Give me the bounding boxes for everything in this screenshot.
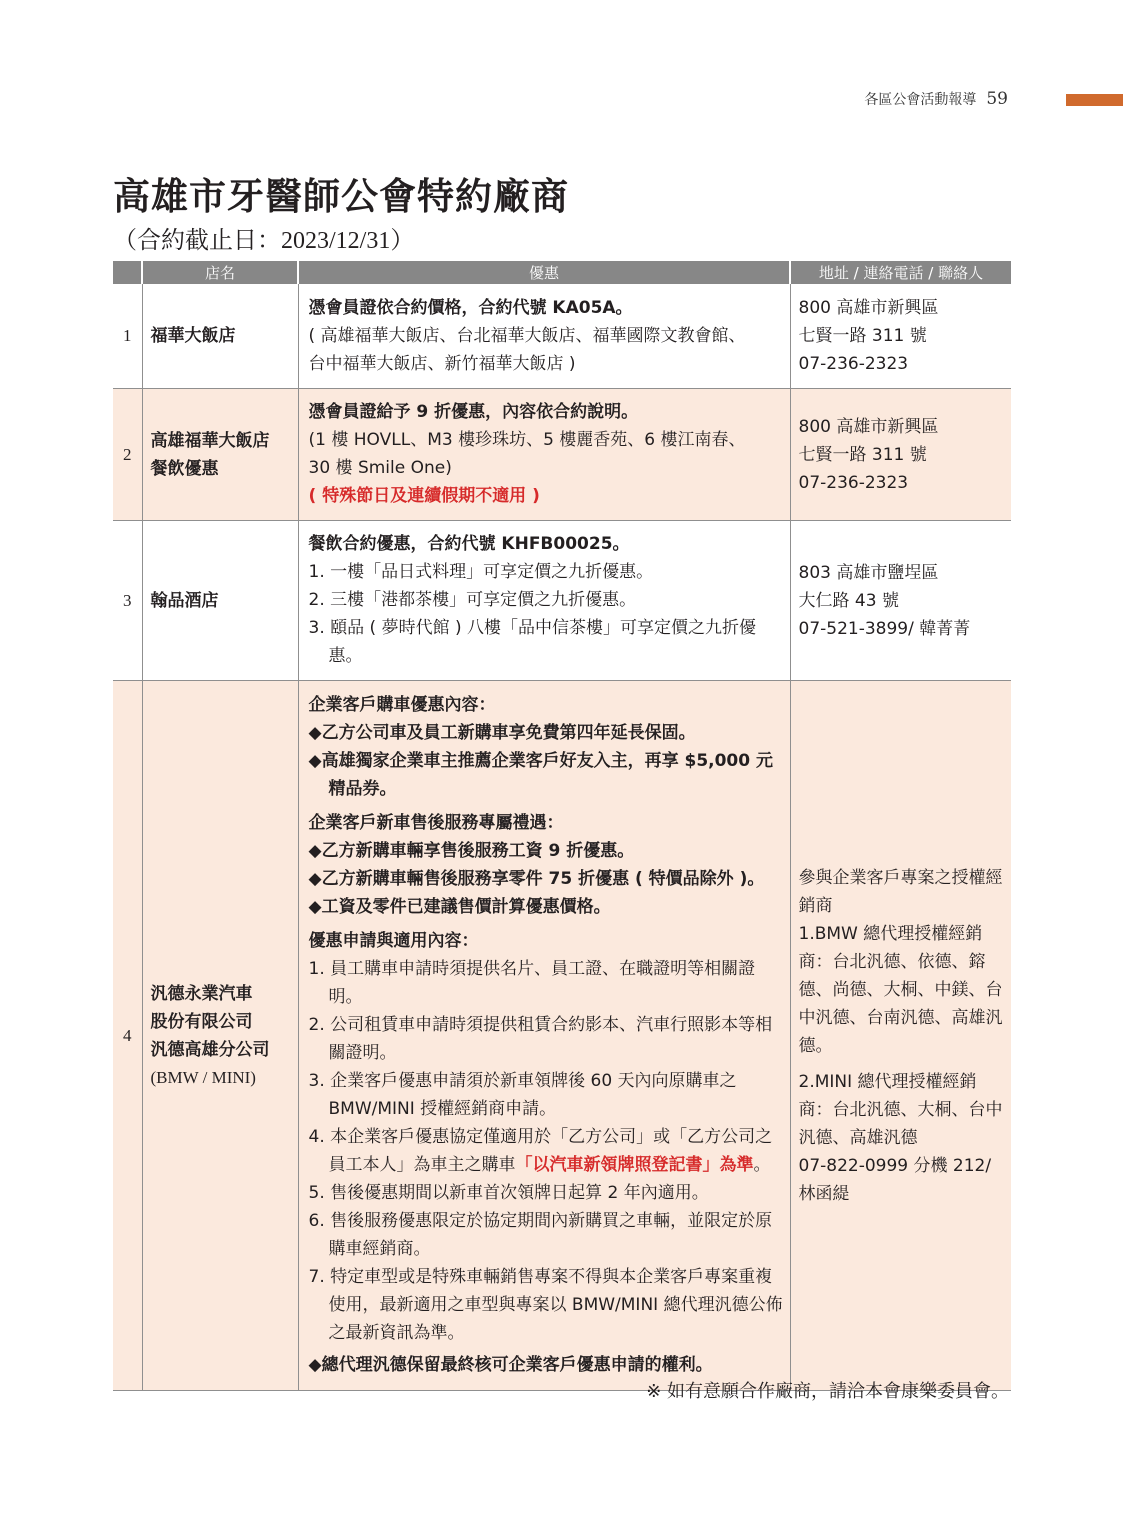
benefit-line: 30 樓 Smile One)	[308, 458, 452, 478]
benefit-item: 6. 售後服務優惠限定於協定期間內新購買之車輛，並限定於原購車經銷商。	[308, 1211, 773, 1259]
contact-line: 800 高雄市新興區	[798, 416, 939, 437]
contact-cell	[790, 389, 1011, 521]
vendor-name-line: 汎德永業汽車	[150, 983, 253, 1004]
column-header-num	[113, 261, 142, 284]
section-heading: 企業客戶新車售後服務專屬禮遇：	[308, 813, 564, 833]
vendor-name-line: 股份有限公司	[150, 1011, 253, 1032]
table-header-row	[113, 261, 1011, 284]
benefit-item: 1. 員工購車申請時須提供名片、員工證、在職證明等相關證明。	[308, 959, 756, 1007]
contact-line: 大仁路 43 號	[798, 590, 899, 611]
contact-line: 參與企業客戶專案之授權經銷商	[798, 867, 1003, 916]
benefit-item: 5. 售後優惠期間以新車首次領牌日起算 2 年內適用。	[308, 1183, 709, 1203]
contact-line: 1.BMW 總代理授權經銷商：台北汎德、依德、鎔德、尚德、大桐、中鎂、台中汎德、台南汎德、高雄汎德。	[798, 923, 1003, 1056]
deadline-date: 2023/12/31	[281, 228, 391, 254]
benefit-item	[309, 1123, 784, 1179]
benefit-item: 2. 三樓「港都茶樓」可享定價之九折優惠。	[308, 590, 637, 610]
benefit-line: 憑會員證依合約價格，合約代號 KA05A。	[308, 297, 633, 318]
benefit-line: 憑會員證給予 9 折優惠，內容依合約說明。	[308, 402, 639, 422]
contact-line: 07-236-2323	[798, 472, 909, 493]
vendor-name-line: 高雄福華大飯店	[150, 430, 270, 451]
benefit-line: 餐飲合約優惠，合約代號 KHFB00025。	[308, 534, 630, 554]
contact-line: 07-521-3899/ 韓菁菁	[798, 618, 971, 639]
vendor-brand: (BMW / MINI)	[150, 1067, 256, 1087]
exclusion-note: ( 特殊節日及連續假期不適用 )	[308, 486, 540, 506]
section-heading: 優惠申請與適用內容：	[308, 931, 479, 951]
contact-line: 七賢一路 311 號	[798, 326, 927, 346]
benefit-item: 2. 公司租賃車申請時須提供租賃合約影本、汽車行照影本等相關證明。	[308, 1015, 773, 1063]
table-row	[113, 521, 1011, 681]
contact-line: 800 高雄市新興區	[798, 298, 939, 318]
contact-line: 林函緹	[798, 1183, 850, 1204]
page-accent-tab	[1066, 94, 1123, 106]
benefit-bullet: ◆乙方公司車及員工新購車享免費第四年延長保固。	[308, 723, 696, 743]
vendor-name-line: 汎德高雄分公司	[150, 1039, 270, 1060]
benefit-bullet: ◆乙方新購車輛享售後服務工資 9 折優惠。	[308, 841, 635, 861]
contact-line: 2.MINI 總代理授權經銷商：台北汎德、大桐、台中汎德、高雄汎德	[798, 1071, 1003, 1148]
contact-line: 07-822-0999 分機 212/	[798, 1155, 992, 1176]
vendor-name-line: 餐飲優惠	[150, 458, 219, 479]
column-header-name: 店名	[142, 261, 298, 284]
item-text-end: 。	[753, 1155, 771, 1175]
row-number: 2	[113, 389, 142, 521]
section-heading: 企業客戶購車優惠內容：	[308, 695, 496, 715]
vendor-name: 翰品酒店	[142, 521, 298, 681]
benefit-item: 1. 一樓「品日式料理」可享定價之九折優惠。	[308, 562, 654, 582]
vendor-name	[142, 389, 298, 521]
benefit-bullet: ◆高雄獨家企業車主推薦企業客戶好友入主，再享 $5,000 元精品券。	[308, 751, 774, 799]
vendor-table	[113, 261, 1011, 1391]
row-number: 1	[113, 284, 142, 389]
benefit-bullet: ◆乙方新購車輛售後服務享零件 75 折優惠 ( 特價品除外 )。	[308, 869, 765, 889]
benefit-item: 3. 頤品 ( 夢時代館 ) 八樓「品中信茶樓」可享定價之九折優惠。	[308, 618, 757, 666]
benefit-bullet: ◆總代理汎德保留最終核可企業客戶優惠申請的權利。	[308, 1355, 713, 1375]
row-number: 4	[113, 681, 142, 1391]
column-header-contact: 地址 / 連絡電話 / 聯絡人	[790, 261, 1011, 284]
page-number: 59	[986, 89, 1008, 109]
contact-line: 七賢一路 311 號	[798, 444, 927, 465]
contact-cell	[790, 521, 1011, 681]
column-header-benefit: 優惠	[298, 261, 790, 284]
benefit-cell	[298, 521, 790, 681]
subtitle-close: ）	[390, 226, 415, 254]
row-number: 3	[113, 521, 142, 681]
page-title: 高雄市牙醫師公會特約廠商	[113, 175, 569, 218]
contact-cell	[790, 681, 1011, 1391]
benefit-line: ( 高雄福華大飯店、台北福華大飯店、福華國際文教會館、	[308, 325, 746, 346]
contact-line: 803 高雄市鹽埕區	[798, 562, 939, 583]
section-name: 各區公會活動報導	[864, 92, 977, 108]
vendor-name: 福華大飯店	[142, 284, 298, 389]
contact-cell	[790, 284, 1011, 389]
contact-line: 07-236-2323	[798, 354, 909, 374]
benefit-line: (1 樓 HOVLL、M3 樓珍珠坊、5 樓麗香苑、6 樓江南春、	[308, 430, 746, 450]
vendor-name	[142, 681, 298, 1391]
benefit-item: 3. 企業客戶優惠申請須於新車領牌後 60 天內向原購車之 BMW/MINI 授權經銷商申請。	[308, 1071, 737, 1119]
benefit-line: 台中福華大飯店、新竹福華大飯店 )	[308, 353, 576, 374]
benefit-item: 7. 特定車型或是特殊車輛銷售專案不得與本企業客戶專案重複使用，最新適用之車型與專案以 BMW/MINI 總代理汎德公佈之最新資訊為準。	[308, 1267, 783, 1343]
benefit-bullet: ◆工資及零件已建議售價計算優惠價格。	[308, 897, 611, 917]
subtitle-text: （合約截止日：	[113, 226, 281, 254]
table-row	[113, 389, 1011, 521]
table-row	[113, 284, 1011, 389]
contract-deadline	[113, 220, 414, 255]
benefit-cell	[298, 284, 790, 389]
table-row	[113, 681, 1011, 1391]
item-text: 4. 本企業客戶優惠協定僅適用於「乙方公司」或「乙方公司之員工本人」為車主之購車	[308, 1127, 773, 1175]
item-highlight: 「以汽車新領牌照登記書」為準	[515, 1155, 754, 1175]
benefit-cell	[298, 389, 790, 521]
running-header	[864, 89, 1008, 109]
spacer	[799, 1060, 1004, 1068]
benefit-cell	[298, 681, 790, 1391]
footer-note: ※ 如有意願合作廠商，請洽本會康樂委員會。	[646, 1381, 1009, 1402]
